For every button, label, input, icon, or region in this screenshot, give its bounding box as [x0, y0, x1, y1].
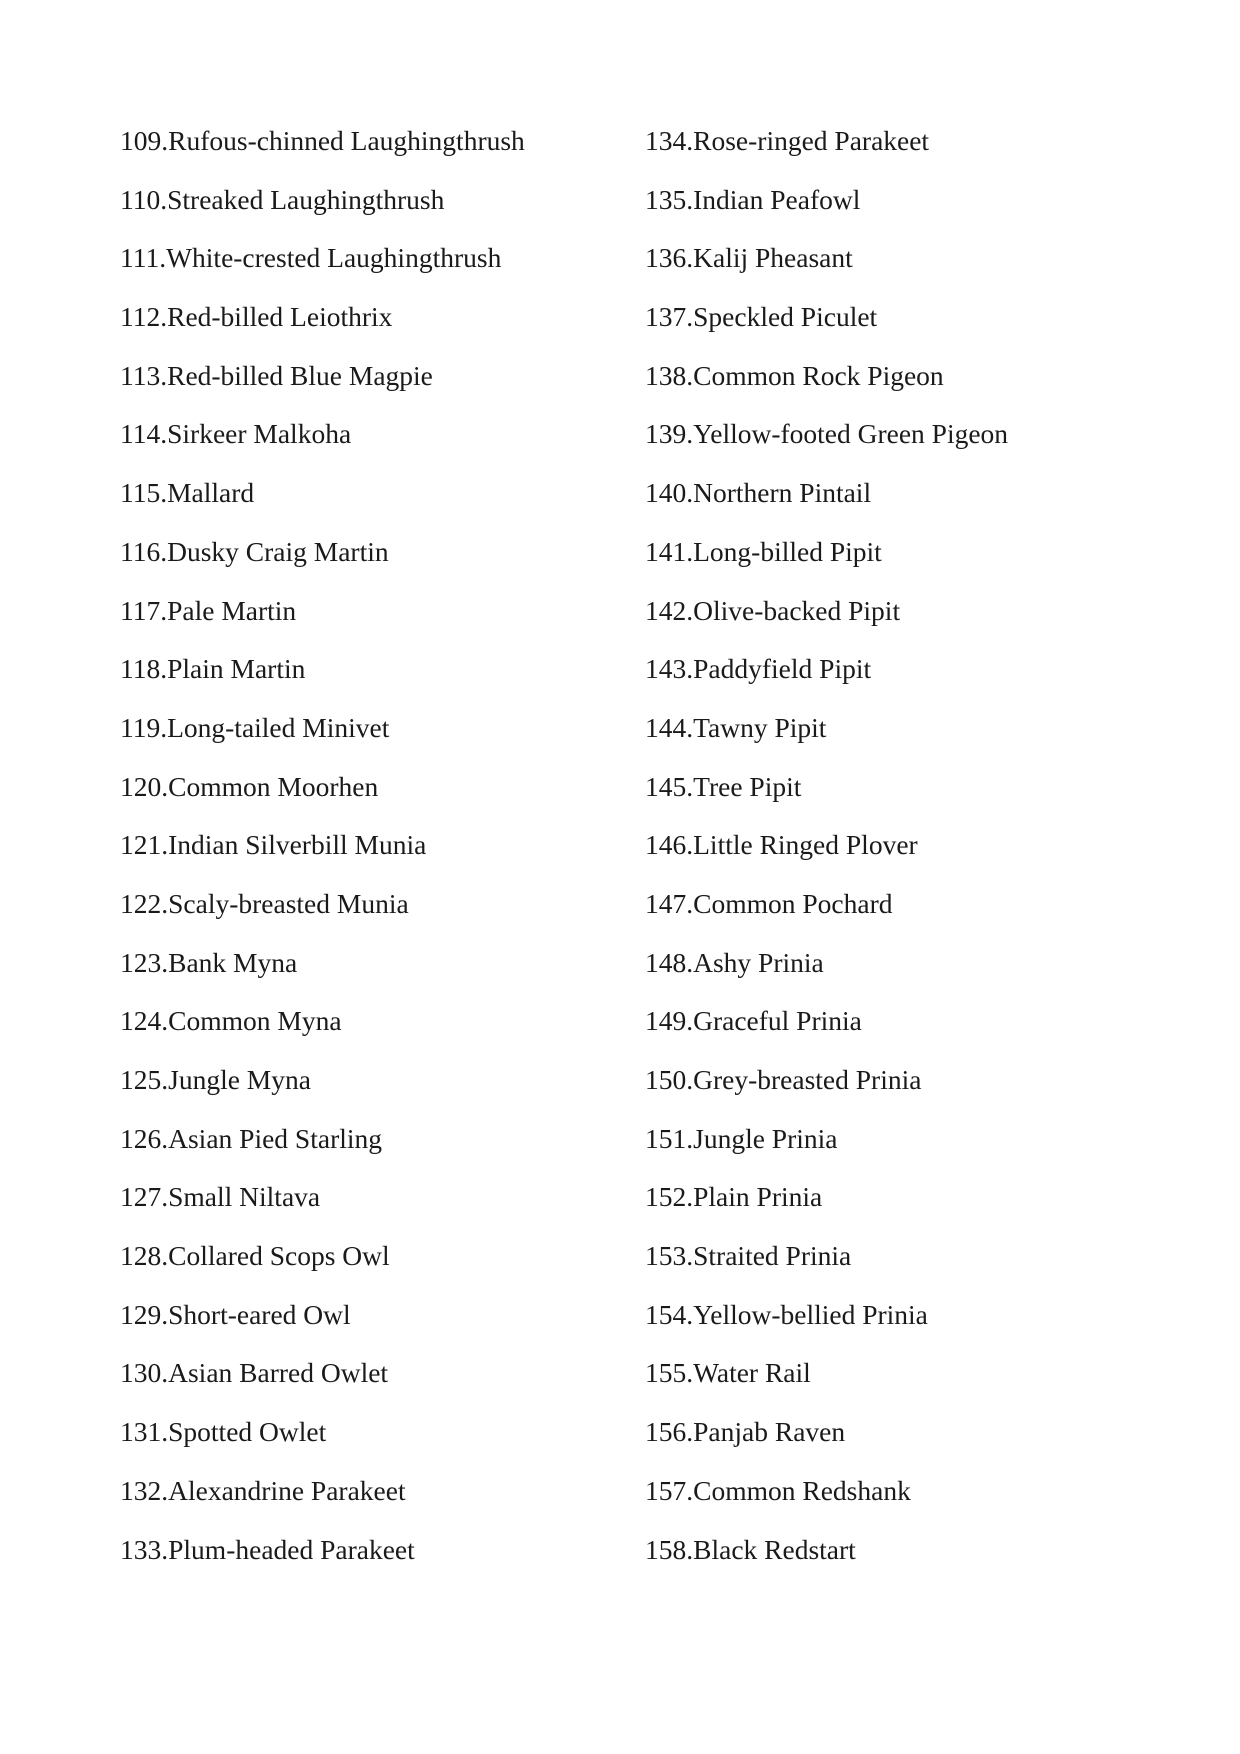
- list-item: 119.Long-tailed Minivet: [120, 711, 390, 743]
- list-item: 115.Mallard: [120, 477, 255, 509]
- list-item: 113.Red-billed Blue Magpie: [120, 359, 433, 391]
- list-item: 131.Spotted Owlet: [120, 1416, 327, 1448]
- list-item: 153.Straited Prinia: [645, 1240, 852, 1272]
- list-item: 135.Indian Peafowl: [645, 183, 861, 215]
- list-item: 125.Jungle Myna: [120, 1064, 311, 1095]
- list-item: 114.Sirkeer Malkoha: [120, 418, 352, 450]
- list-item: 140.Northern Pintail: [645, 477, 872, 509]
- list-item: 127.Small Niltava: [120, 1181, 321, 1213]
- list-item: 145.Tree Pipit: [645, 770, 802, 802]
- list-item: 118.Plain Martin: [120, 653, 306, 685]
- list-item: 139.Yellow-footed Green Pigeon: [645, 418, 1009, 450]
- list-item: 143.Paddyfield Pipit: [645, 653, 872, 685]
- list-item: 117.Pale Martin: [120, 594, 297, 626]
- list-item: 116.Dusky Craig Martin: [120, 535, 389, 567]
- bird-list-right-column: [645, 112, 1205, 1579]
- list-item: 136.Kalij Pheasant: [645, 242, 853, 274]
- list-item: 154.Yellow-bellied Prinia: [645, 1298, 928, 1330]
- list-item: 150.Grey-breasted Prinia: [645, 1064, 922, 1095]
- list-item: 155.Water Rail: [645, 1357, 811, 1389]
- list-item: 137.Speckled Piculet: [645, 301, 878, 333]
- list-item: 146.Little Ringed Plover: [645, 829, 918, 861]
- list-item: 111.White-crested Laughingthrush: [120, 242, 502, 274]
- list-item: 144.Tawny Pipit: [645, 711, 827, 743]
- list-item: 141.Long-billed Pipit: [645, 535, 882, 567]
- list-item: 156.Panjab Raven: [645, 1416, 846, 1448]
- list-item: 126.Asian Pied Starling: [120, 1122, 383, 1154]
- list-item: 149.Graceful Prinia: [645, 1005, 862, 1037]
- list-item: 151.Jungle Prinia: [645, 1122, 838, 1154]
- list-item: 132.Alexandrine Parakeet: [120, 1474, 406, 1506]
- list-item: 138.Common Rock Pigeon: [645, 359, 944, 391]
- list-item: 142.Olive-backed Pipit: [645, 594, 901, 626]
- list-item: 123.Bank Myna: [120, 946, 298, 978]
- list-item: 121.Indian Silverbill Munia: [120, 829, 427, 861]
- list-item: 110.Streaked Laughingthrush: [120, 183, 445, 215]
- list-item: 112.Red-billed Leiothrix: [120, 301, 393, 333]
- list-item: 130.Asian Barred Owlet: [120, 1357, 389, 1389]
- list-item: 129.Short-eared Owl: [120, 1298, 351, 1330]
- list-item: 158.Black Redstart: [645, 1533, 856, 1565]
- list-item: 128.Collared Scops Owl: [120, 1240, 390, 1272]
- list-item: 122.Scaly-breasted Munia: [120, 887, 409, 919]
- list-item: 109.Rufous-chinned Laughingthrush: [120, 125, 525, 156]
- list-item: 134.Rose-ringed Parakeet: [645, 125, 930, 156]
- bird-list-left-column: [120, 112, 640, 1579]
- list-item: 133.Plum-headed Parakeet: [120, 1533, 415, 1565]
- list-item: 157.Common Redshank: [645, 1474, 911, 1506]
- list-item: 147.Common Pochard: [645, 887, 893, 919]
- list-item: 152.Plain Prinia: [645, 1181, 823, 1213]
- list-item: 120.Common Moorhen: [120, 770, 379, 802]
- list-item: 124.Common Myna: [120, 1005, 342, 1037]
- list-item: 148.Ashy Prinia: [645, 946, 824, 978]
